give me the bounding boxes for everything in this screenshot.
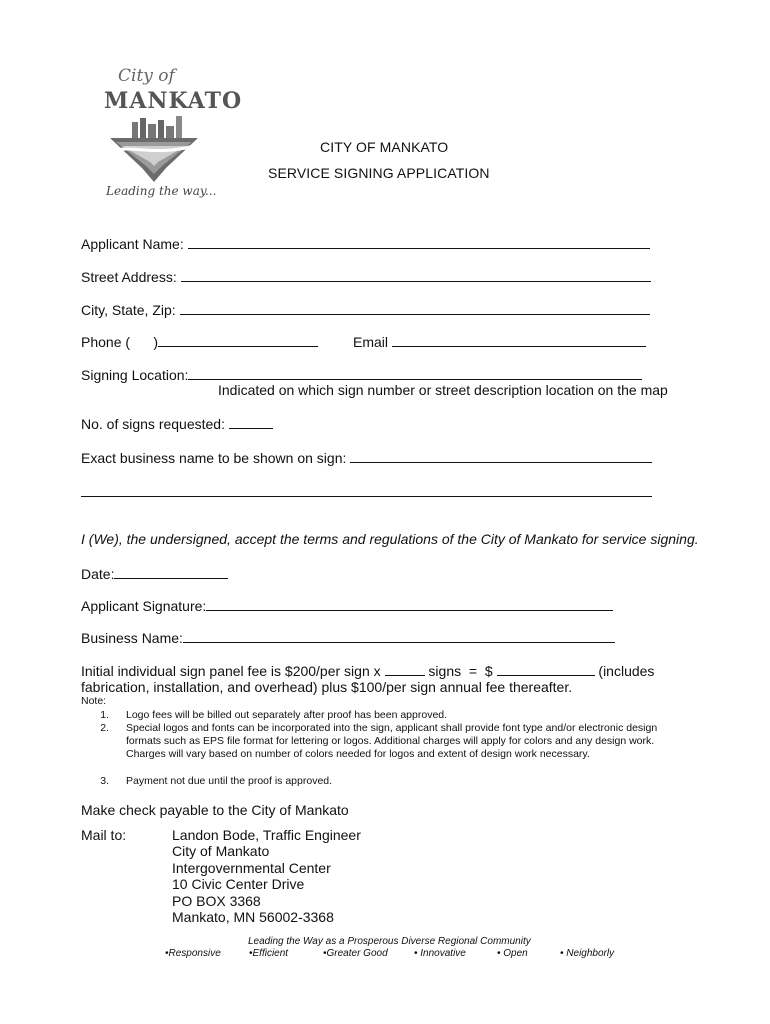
mailing-address bbox=[172, 827, 361, 925]
street-address-label: Street Address: bbox=[81, 269, 177, 285]
fee-line-2: fabrication, installation, and overhead) plus $100/per sign annual fee thereafter. bbox=[81, 679, 573, 695]
address-line: 10 Civic Center Drive bbox=[172, 876, 305, 893]
business-name-field[interactable] bbox=[183, 629, 615, 643]
num-signs-label: No. of signs requested: bbox=[81, 416, 225, 432]
sign-count-field[interactable] bbox=[385, 662, 425, 676]
street-address-field[interactable] bbox=[181, 268, 651, 282]
signing-location-hint: Indicated on which sign number or street description location on the map bbox=[218, 382, 668, 398]
city-logo bbox=[96, 66, 243, 206]
signing-location-field[interactable] bbox=[188, 366, 642, 380]
mail-to-label: Mail to: bbox=[81, 827, 127, 843]
city-state-zip-label: City, State, Zip: bbox=[81, 302, 176, 318]
logo-script-top: City of bbox=[118, 66, 175, 86]
applicant-signature-field[interactable] bbox=[206, 597, 613, 611]
note-item bbox=[81, 722, 701, 774]
footer-value: •Greater Good bbox=[323, 948, 388, 959]
notes-label: Note: bbox=[81, 695, 107, 707]
business-name-label: Business Name: bbox=[81, 630, 183, 646]
phone-label: Phone ( ) bbox=[81, 334, 159, 350]
note-text: Payment not due until the proof is approved. bbox=[126, 775, 333, 787]
footer-value: • Neighborly bbox=[560, 948, 615, 959]
note-number: 1. bbox=[100, 709, 109, 721]
signing-location-label: Signing Location: bbox=[81, 367, 189, 383]
footer-value: •Responsive bbox=[165, 948, 221, 959]
address-line: Mankato, MN 56002-3368 bbox=[172, 909, 334, 926]
agreement-statement: I (We), the undersigned, accept the terms and regulations of the City of Mankato for service signing. bbox=[81, 531, 699, 547]
email-label: Email bbox=[353, 334, 389, 350]
applicant-name-row bbox=[81, 235, 650, 252]
num-signs-field[interactable] bbox=[229, 415, 273, 429]
applicant-name-field[interactable] bbox=[188, 235, 650, 249]
notes-list bbox=[81, 709, 701, 795]
business-name-sign-field[interactable] bbox=[350, 449, 652, 463]
date-field[interactable] bbox=[114, 565, 228, 579]
logo-wordmark: MANKATO bbox=[104, 88, 243, 114]
phone-field[interactable] bbox=[158, 333, 318, 347]
fee-text-1: Initial individual sign panel fee is $200/per sign x bbox=[81, 663, 381, 679]
footer-value: • Open bbox=[497, 948, 528, 959]
note-text: Logo fees will be billed out separately after proof has been approved. bbox=[126, 709, 448, 721]
note-number: 3. bbox=[100, 775, 109, 787]
date-row bbox=[81, 565, 228, 582]
applicant-signature-label: Applicant Signature: bbox=[81, 598, 207, 614]
business-name-sign-extra-line[interactable] bbox=[81, 496, 652, 497]
footer-value: •Efficient bbox=[249, 948, 289, 959]
business-name-row bbox=[81, 629, 615, 646]
email-field[interactable] bbox=[392, 333, 646, 347]
city-state-zip-row bbox=[81, 301, 650, 318]
date-label: Date: bbox=[81, 566, 115, 582]
note-item bbox=[81, 709, 701, 722]
footer-value: • Innovative bbox=[414, 948, 466, 959]
num-signs-row bbox=[81, 415, 273, 432]
applicant-name-label: Applicant Name: bbox=[81, 236, 184, 252]
fee-line-1 bbox=[81, 662, 654, 679]
applicant-signature-row bbox=[81, 597, 613, 614]
fee-text-2: signs = $ bbox=[428, 663, 493, 679]
business-name-sign-row bbox=[81, 449, 652, 466]
address-line: City of Mankato bbox=[172, 843, 270, 860]
note-item bbox=[81, 775, 701, 788]
check-payable-text: Make check payable to the City of Mankato bbox=[81, 802, 349, 818]
document-title: CITY OF MANKATO bbox=[320, 139, 449, 155]
email-row bbox=[353, 333, 646, 350]
fee-total-field[interactable] bbox=[497, 662, 595, 676]
address-line: PO BOX 3368 bbox=[172, 892, 261, 909]
note-text: Special logos and fonts can be incorporated into the sign, applicant shall provide font type and/or electronic design formats such as EPS file format for lettering or logos. Additional charges will apply for colors and any design work. Charges will vary based on number of colors needed for logos and extent of design work necessary. bbox=[126, 722, 658, 760]
phone-row bbox=[81, 333, 318, 350]
city-state-zip-field[interactable] bbox=[180, 301, 650, 315]
logo-emblem bbox=[106, 116, 202, 186]
fee-text-3: (includes bbox=[598, 663, 655, 679]
logo-tagline: Leading the way... bbox=[106, 184, 217, 198]
signing-location-row bbox=[81, 366, 642, 383]
footer-motto: Leading the Way as a Prosperous Diverse Regional Community bbox=[248, 936, 531, 947]
note-number: 2. bbox=[100, 722, 109, 734]
business-name-sign-label: Exact business name to be shown on sign: bbox=[81, 450, 347, 466]
street-address-row bbox=[81, 268, 651, 285]
document-subtitle: SERVICE SIGNING APPLICATION bbox=[268, 165, 490, 181]
address-line: Intergovernmental Center bbox=[172, 859, 331, 876]
address-line: Landon Bode, Traffic Engineer bbox=[172, 827, 361, 843]
